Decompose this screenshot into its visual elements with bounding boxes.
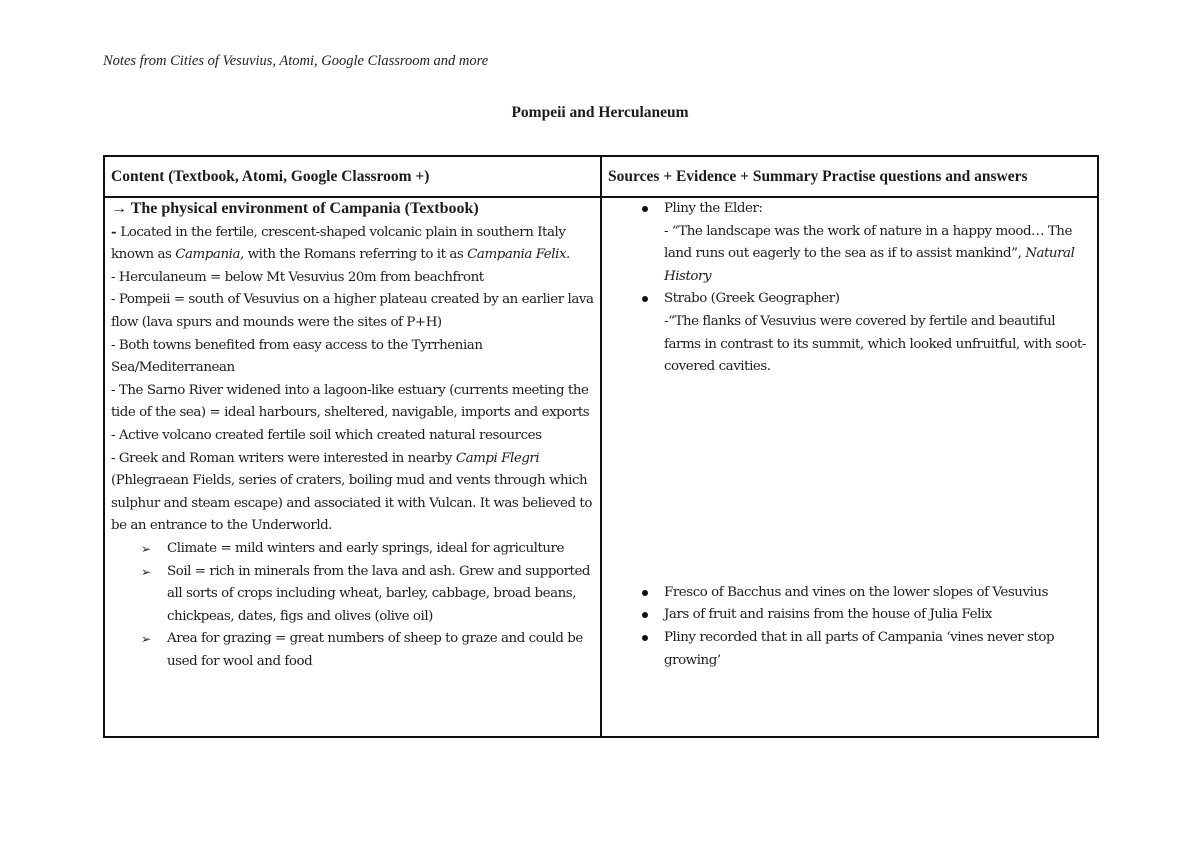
content-line: - Pompeii = south of Vesuvius on a higher plateau created by an earlier lava flow (lava spurs and mounds were the sites of P+H) <box>111 292 594 330</box>
paragraph-italic: Campania, <box>175 247 244 263</box>
list-item <box>141 628 594 673</box>
content-paragraph-greek <box>111 448 594 538</box>
bullet-dot-icon <box>642 206 648 212</box>
content-cell <box>104 197 601 737</box>
evidence-text: Fresco of Bacchus and vines on the lower slopes of Vesuvius <box>664 584 1049 600</box>
notes-table <box>103 155 1099 738</box>
evidence-text: Pliny recorded that in all parts of Campania ‘vines never stop growing’ <box>664 629 1055 668</box>
evidence-text: Jars of fruit and raisins from the house of Julia Felix <box>664 607 992 623</box>
arrow-bullet-list <box>111 538 594 674</box>
list-item <box>642 627 1091 672</box>
list-item <box>642 288 1091 378</box>
header-note: Notes from Cities of Vesuvius, Atomi, Google Classroom and more <box>103 53 489 69</box>
spacer <box>608 379 1091 582</box>
column-header-content: Content (Textbook, Atomi, Google Classroom +) <box>104 156 601 197</box>
source-work-title: Natural History <box>664 246 1075 284</box>
arrow-bullet-icon: ➢ <box>141 564 151 579</box>
sources-cell <box>601 197 1098 737</box>
paragraph-text: Located in the fertile, crescent-shaped volcanic plain in southern Italy known as <box>111 224 566 263</box>
source-quote: -“The flanks of Vesuvius were covered by fertile and beautiful farms in contrast to its summit, which looked unfruitful, with soot-covered cavities. <box>664 313 1086 375</box>
content-paragraph-location <box>111 221 594 267</box>
paragraph-text: - Greek and Roman writers were interested in nearby <box>111 450 456 466</box>
list-item-text: Area for grazing = great numbers of sheep to graze and could be used for wool and food <box>167 631 583 669</box>
paragraph-prefix: - <box>111 223 121 240</box>
arrow-bullet-icon: ➢ <box>141 541 151 556</box>
list-item <box>642 198 1091 288</box>
content-line: - Active volcano created fertile soil which created natural resources <box>111 427 542 443</box>
list-item <box>141 561 594 629</box>
bullet-dot-icon <box>642 612 648 618</box>
bullet-dot-icon <box>642 296 648 302</box>
paragraph-italic: Campania Felix. <box>467 247 570 263</box>
column-header-sources: Sources + Evidence + Summary Practise questions and answers <box>601 156 1098 197</box>
arrow-bullet-icon: ➢ <box>141 632 151 647</box>
content-line: - The Sarno River widened into a lagoon-like estuary (currents meeting the tide of the sea) = ideal harbours, sheltered, navigable, imports and exports <box>111 382 590 421</box>
section-heading: → The physical environment of Campania (Textbook) <box>111 200 479 217</box>
list-item <box>642 604 1091 627</box>
paragraph-text: with the Romans referring to it as <box>243 247 468 263</box>
content-line: - Herculaneum = below Mt Vesuvius 20m from beachfront <box>111 269 484 285</box>
sources-list <box>608 198 1091 379</box>
page-title: Pompeii and Herculaneum <box>511 104 689 121</box>
source-name: Strabo (Greek Geographer) <box>664 291 840 307</box>
list-item-text: Climate = mild winters and early springs, ideal for agriculture <box>167 540 564 556</box>
paragraph-text: (Phlegraean Fields, series of craters, boiling mud and vents through which sulphur and steam escape) and associated it with Vulcan. It was believed to be an entrance to the Underworld. <box>111 473 592 534</box>
evidence-list <box>608 582 1091 672</box>
source-quote <box>664 221 1091 289</box>
list-item <box>642 582 1091 605</box>
bullet-dot-icon <box>642 635 648 641</box>
bullet-dot-icon <box>642 590 648 596</box>
quote-text: - “The landscape was the work of nature in a happy mood… The land runs out eagerly to the sea as if to assist mankind”, <box>664 223 1072 262</box>
list-item <box>141 538 594 561</box>
list-item-text: Soil = rich in minerals from the lava and ash. Grew and supported all sorts of crops including wheat, barley, cabbage, broad beans, chickpeas, dates, figs and olives (olive oil) <box>167 563 591 624</box>
paragraph-italic: Campi Flegri <box>455 450 540 466</box>
source-name: Pliny the Elder: <box>664 201 763 216</box>
table-row <box>104 197 1098 737</box>
table-header-row <box>104 156 1098 197</box>
content-line: - Both towns benefited from easy access to the Tyrrhenian Sea/Mediterranean <box>111 337 483 376</box>
